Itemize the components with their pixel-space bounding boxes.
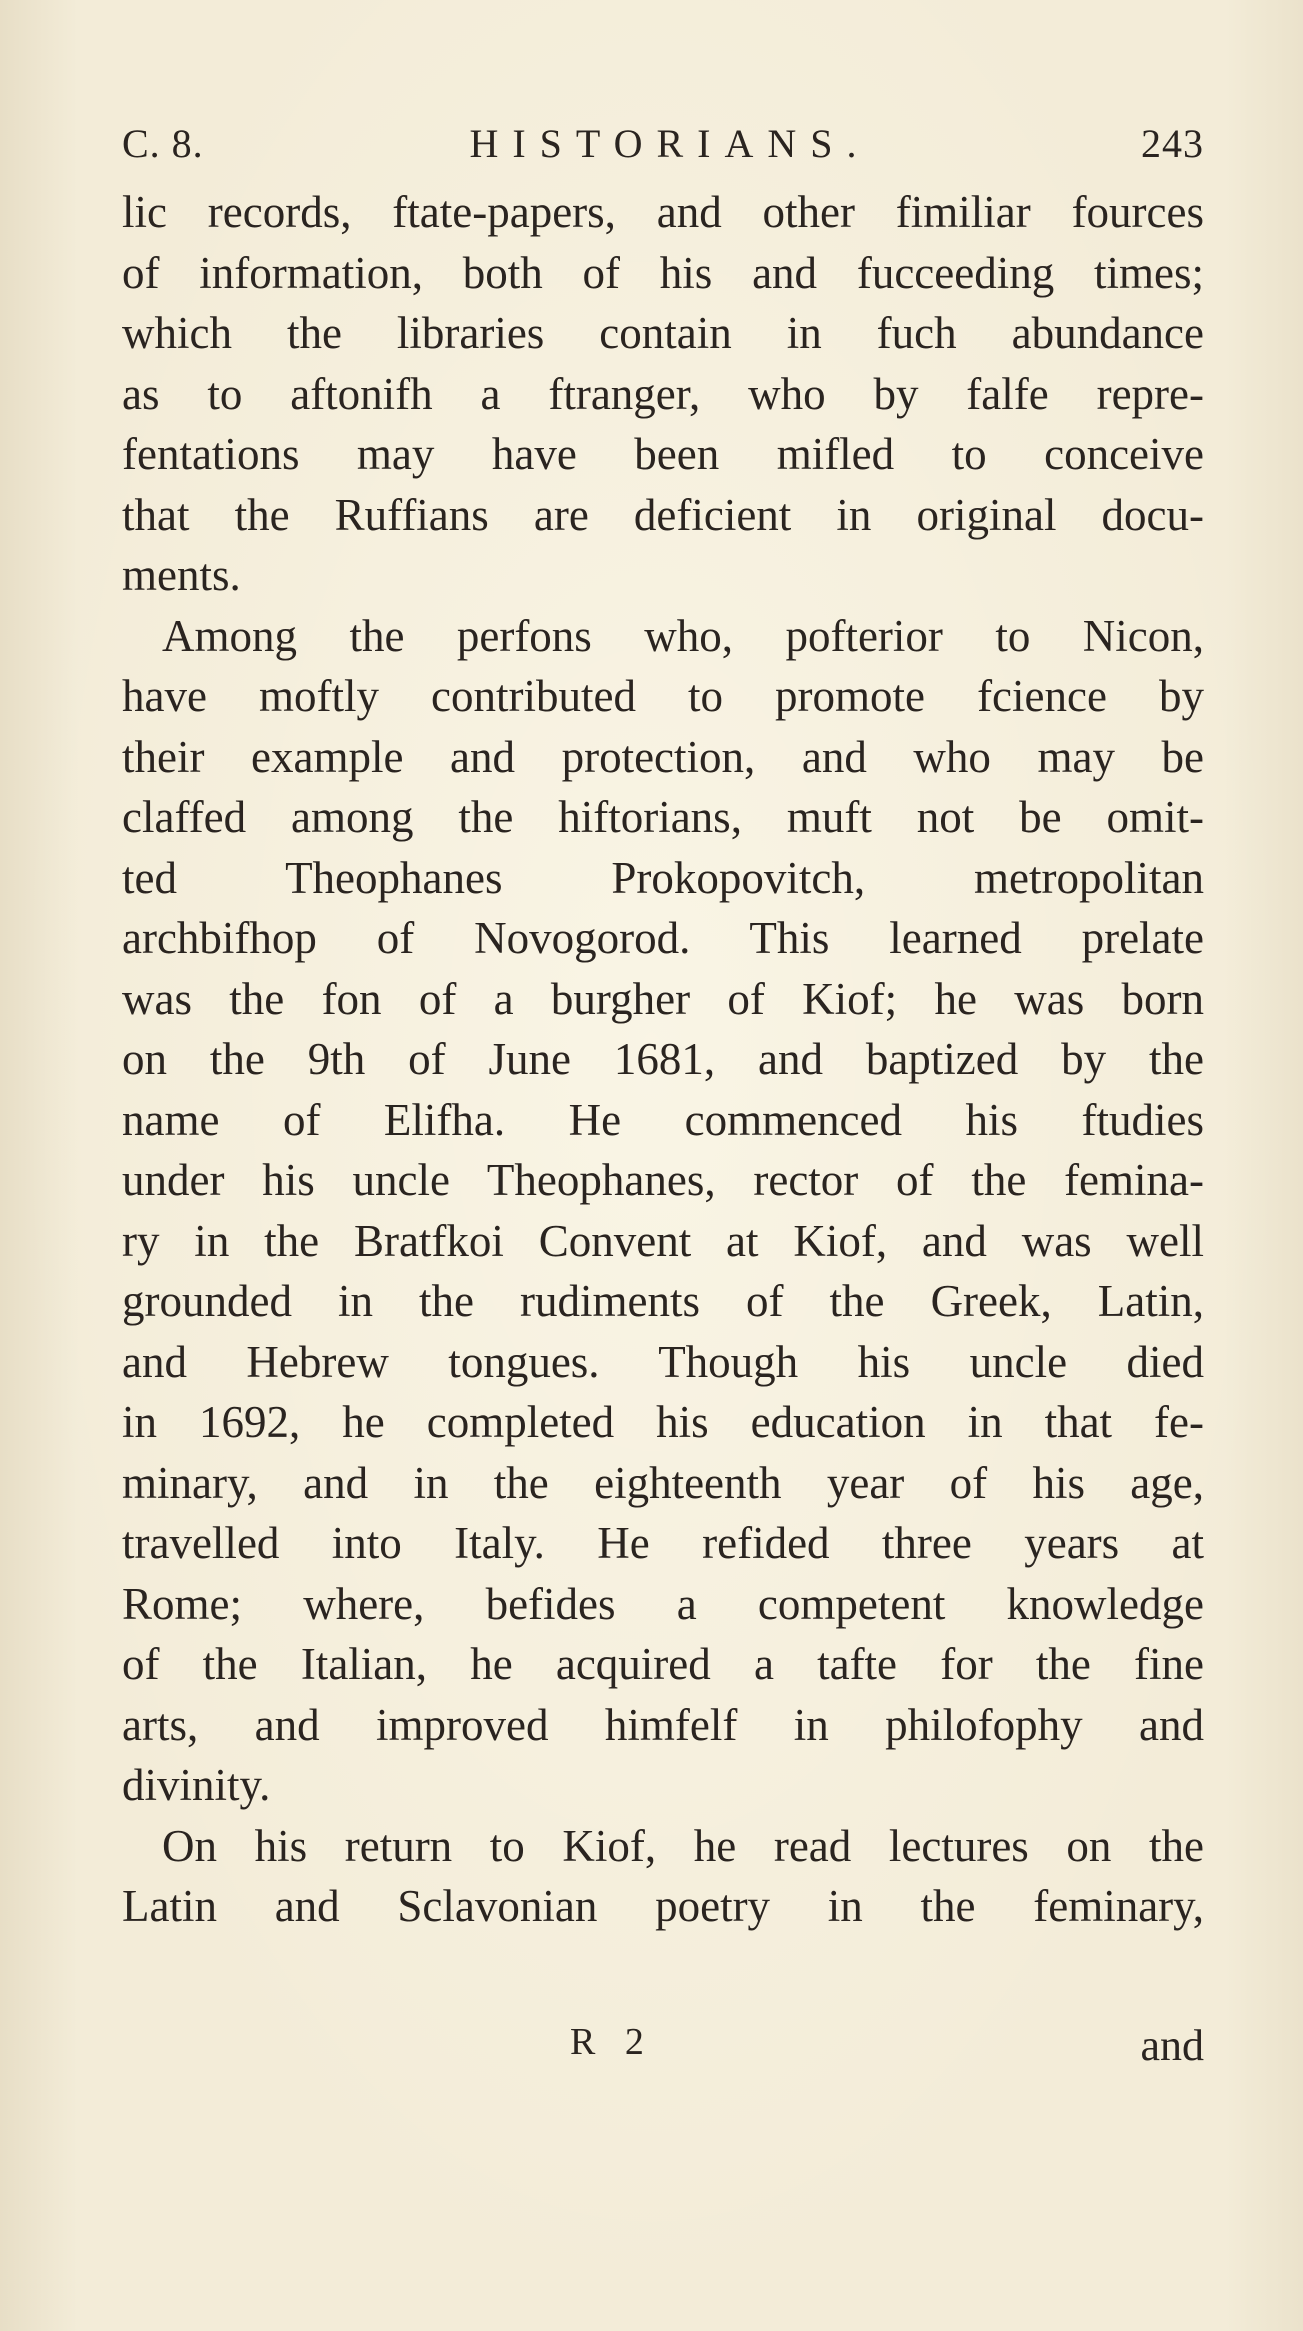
text-line: was the fon of a burgher of Kiof; he was born — [122, 973, 1204, 1024]
text-line: minary, and in the eighteenth year of his age, — [122, 1457, 1204, 1508]
text-line: arts, and improved himfelf in philofophy and — [122, 1699, 1204, 1750]
text-line: as to aftonifh a ftranger, who by falfe repre- — [122, 368, 1204, 419]
text-line: under his uncle Theophanes, rector of the femina- — [122, 1155, 1204, 1205]
paragraph-start-line: On his return to Kiof, he read lectures on the — [162, 1820, 1204, 1871]
text-line: of the Italian, he acquired a tafte for the fine — [122, 1639, 1204, 1689]
running-header — [122, 120, 1204, 170]
text-line: archbifhop of Novogorod. This learned prelate — [122, 913, 1204, 963]
text-line: travelled into Italy. He refided three years at — [122, 1518, 1204, 1568]
text-line: ted Theophanes Prokopovitch, metropolitan — [122, 852, 1204, 903]
paragraph-start-line: Among the perfons who, pofterior to Nicon, — [162, 610, 1204, 661]
running-title: HISTORIANS. — [469, 121, 871, 166]
text-line: have moftly contributed to promote fcience by — [122, 671, 1204, 721]
text-line: divinity. — [122, 1760, 271, 1810]
text-line: on the 9th of June 1681, and baptized by the — [122, 1034, 1204, 1084]
page-number: 243 — [1141, 121, 1204, 166]
body-text — [122, 182, 1204, 1937]
text-line: their example and protection, and who may be — [122, 731, 1204, 782]
text-line: fentations may have been mifled to conceive — [122, 429, 1204, 479]
text-line: which the libraries contain in fuch abundance — [122, 308, 1204, 358]
text-line: lic records, ftate-papers, and other fimiliar fources — [122, 187, 1204, 237]
text-line: Rome; where, befides a competent knowledge — [122, 1578, 1204, 1629]
text-line: in 1692, he completed his education in that fe- — [122, 1397, 1204, 1447]
chapter-reference: C. 8. — [122, 121, 204, 166]
catchword: and — [1140, 2021, 1204, 2070]
text-line: grounded in the rudiments of the Greek, Latin, — [122, 1276, 1204, 1326]
text-line: name of Elifha. He commenced his ftudies — [122, 1094, 1204, 1145]
text-line: that the Ruffians are deficient in original docu- — [122, 489, 1204, 540]
text-line: of information, both of his and fucceeding times; — [122, 247, 1204, 298]
text-line: ments. — [122, 550, 241, 600]
text-line: Latin and Sclavonian poetry in the feminary, — [122, 1881, 1204, 1931]
page-footer — [122, 2020, 1204, 2070]
text-line: and Hebrew tongues. Though his uncle died — [122, 1336, 1204, 1387]
signature-mark: R 2 — [570, 2021, 654, 2063]
text-line: claffed among the hiftorians, muft not be omit- — [122, 792, 1204, 842]
text-line: ry in the Bratfkoi Convent at Kiof, and was well — [122, 1215, 1204, 1266]
